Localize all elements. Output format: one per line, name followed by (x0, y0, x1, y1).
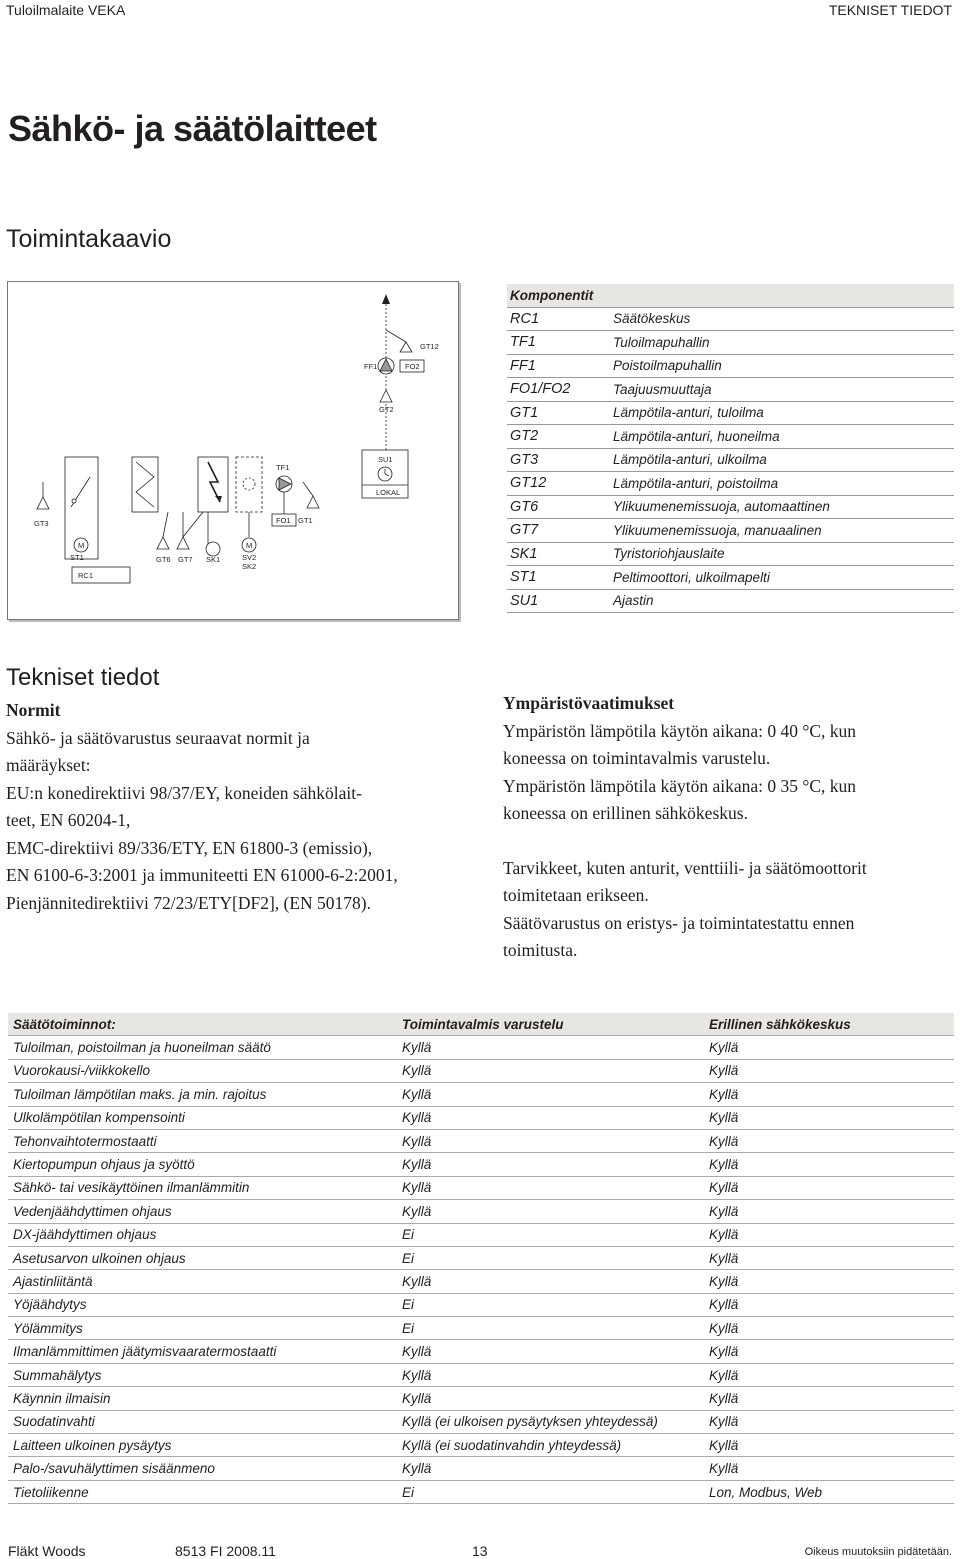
ready-value: Ei (397, 1480, 704, 1503)
ready-value: Kyllä (397, 1363, 704, 1386)
footer-page-number: 13 (472, 1543, 488, 1559)
table-row (8, 1340, 954, 1363)
function-name: Tuloilman lämpötilan maks. ja min. rajoitus (8, 1083, 397, 1106)
normit-section (6, 697, 476, 917)
separate-value: Kyllä (704, 1246, 954, 1269)
environment-heading: Ympäristövaatimukset (503, 693, 675, 713)
component-description: Ajastin (610, 589, 954, 613)
component-row (507, 378, 954, 402)
column-header-separate: Erillinen sähkökeskus (704, 1013, 954, 1036)
component-row (507, 542, 954, 566)
ready-value: Kyllä (397, 1340, 704, 1363)
ready-value: Ei (397, 1293, 704, 1316)
header-doc-name: Tuloilmalaite VEKA (6, 2, 126, 18)
footer-company: Fläkt Woods (8, 1543, 86, 1559)
accessories-text-line: Säätövarustus on eristys- ja toimintatestattu ennen (503, 912, 855, 933)
environment-text-line: koneessa on toimintavalmis varustelu. (503, 748, 771, 768)
separate-value: Kyllä (704, 1129, 954, 1152)
component-row (507, 472, 954, 496)
ready-value: Kyllä (ei ulkoisen pysäytyksen yhteydessä) (397, 1410, 704, 1433)
sensor-gt3-icon (37, 497, 49, 509)
label-gt6: GT6 (156, 555, 171, 564)
column-header-ready: Toimintavalmis varustelu (397, 1013, 704, 1036)
component-description: Lämpötila-anturi, poistoilma (610, 472, 954, 496)
label-m1: M (78, 541, 85, 550)
separate-value: Kyllä (704, 1083, 954, 1106)
label-sk1: SK1 (206, 555, 221, 564)
separate-value: Kyllä (704, 1293, 954, 1316)
component-code: GT6 (507, 495, 610, 519)
ready-value: Kyllä (397, 1270, 704, 1293)
section-title-toimintakaavio: Toimintakaavio (6, 225, 172, 253)
normit-text-line: EN 6100-6-3:2001 ja immuniteetti EN 61000-6-2:2001, (6, 865, 398, 885)
sensor-gt7-icon (177, 537, 189, 549)
function-name: Asetusarvon ulkoinen ohjaus (8, 1246, 397, 1269)
normit-text-line: teet, EN 60204-1, (6, 810, 131, 830)
table-row (8, 1036, 954, 1059)
ready-value: Kyllä (397, 1083, 704, 1106)
table-row (8, 1293, 954, 1316)
sensor-gt1-icon (307, 496, 319, 508)
table-row (8, 1153, 954, 1176)
component-code: RC1 (507, 307, 610, 331)
component-code: FO1/FO2 (507, 378, 610, 402)
label-sk2: SK2 (242, 562, 257, 571)
ready-value: Kyllä (397, 1106, 704, 1129)
table-row (8, 1106, 954, 1129)
page-title: Sähkö- ja säätölaitteet (8, 108, 377, 149)
control-functions-table (8, 1013, 954, 1504)
ready-value: Kyllä (397, 1387, 704, 1410)
thyristor-sk1-icon (206, 542, 220, 556)
component-code: GT2 (507, 425, 610, 449)
separate-value: Kyllä (704, 1410, 954, 1433)
function-name: Sähkö- tai vesikäyttöinen ilmanlämmitin (8, 1176, 397, 1199)
function-name: Vedenjäähdyttimen ohjaus (8, 1200, 397, 1223)
table-row (8, 1200, 954, 1223)
component-description: Ylikuumenemissuoja, automaattinen (610, 495, 954, 519)
arrow-up-icon (382, 294, 390, 304)
header-section: TEKNISET TIEDOT (828, 2, 952, 18)
heater-box (198, 457, 228, 512)
function-name: DX-jäähdyttimen ohjaus (8, 1223, 397, 1246)
label-gt3: GT3 (34, 519, 49, 528)
footer-doc-code: 8513 FI 2008.11 (175, 1543, 276, 1559)
separate-value: Kyllä (704, 1200, 954, 1223)
function-name: Laitteen ulkoinen pysäytys (8, 1434, 397, 1457)
function-name: Tietoliikenne (8, 1480, 397, 1503)
separate-value: Kyllä (704, 1106, 954, 1129)
function-name: Ajastinliitäntä (8, 1270, 397, 1293)
ready-value: Kyllä (397, 1153, 704, 1176)
table-row (8, 1480, 954, 1503)
ready-value: Kyllä (397, 1059, 704, 1082)
accessories-text-line: toimitetaan erikseen. (503, 885, 649, 905)
separate-value: Kyllä (704, 1434, 954, 1457)
column-header-function: Säätötoiminnot: (8, 1013, 397, 1036)
function-name: Palo-/savuhälyttimen sisäänmeno (8, 1457, 397, 1480)
function-name: Summahälytys (8, 1363, 397, 1386)
table-row (8, 1083, 954, 1106)
component-row (507, 331, 954, 355)
accessories-text-line: Tarvikkeet, kuten anturit, venttiili- ja säätömoottorit (503, 857, 867, 878)
component-description: Tuloilmapuhallin (610, 331, 954, 355)
ready-value: Ei (397, 1246, 704, 1269)
label-rc1: RC1 (78, 571, 94, 580)
label-su1: SU1 (378, 455, 393, 464)
component-row (507, 425, 954, 449)
table-row (8, 1246, 954, 1269)
separate-value: Kyllä (704, 1363, 954, 1386)
label-ff1: FF1 (364, 362, 378, 371)
separate-value: Kyllä (704, 1340, 954, 1363)
sensor-gt2-icon (380, 390, 392, 402)
component-row (507, 307, 954, 331)
component-row (507, 589, 954, 613)
normit-heading: Normit (6, 700, 61, 720)
environment-text-line: Ympäristön lämpötila käytön aikana: 0 35 °C, kun (503, 775, 857, 796)
table-row (8, 1270, 954, 1293)
table-row (8, 1059, 954, 1082)
separate-value: Kyllä (704, 1387, 954, 1410)
normit-text-line: EMC-direktiivi 89/336/ETY, EN 61800-3 (emissio), (6, 837, 373, 858)
section-title-tekniset-tiedot: Tekniset tiedot (6, 664, 160, 691)
label-gt1: GT1 (298, 516, 313, 525)
component-code: GT12 (507, 472, 610, 496)
ready-value: Kyllä (ei suodatinvahdin yhteydessä) (397, 1434, 704, 1457)
ready-value: Kyllä (397, 1457, 704, 1480)
component-description: Ylikuumenemissuoja, manuaalinen (610, 519, 954, 543)
function-name: Tehonvaihtotermostaatti (8, 1129, 397, 1152)
environment-text-line: koneessa on erillinen sähkökeskus. (503, 803, 748, 823)
sensor-gt6-icon (157, 537, 169, 549)
ready-value: Kyllä (397, 1036, 704, 1059)
label-fo2: FO2 (405, 362, 420, 371)
component-code: GT3 (507, 448, 610, 472)
separate-value: Kyllä (704, 1223, 954, 1246)
components-heading: Komponentit (507, 284, 954, 307)
component-code: SK1 (507, 542, 610, 566)
component-description: Lämpötila-anturi, tuloilma (610, 401, 954, 425)
separate-value: Kyllä (704, 1176, 954, 1199)
function-name: Ilmanlämmittimen jäätymisvaaratermostaatti (8, 1340, 397, 1363)
environment-text-line: Ympäristön lämpötila käytön aikana: 0 40 °C, kun (503, 720, 857, 741)
function-name: Ulkolämpötilan kompensointi (8, 1106, 397, 1129)
component-description: Tyristoriohjauslaite (610, 542, 954, 566)
table-row (8, 1363, 954, 1386)
environment-section (503, 690, 953, 965)
function-name: Vuorokausi-/viikkokello (8, 1059, 397, 1082)
table-row (8, 1129, 954, 1152)
table-row (8, 1387, 954, 1410)
component-row (507, 401, 954, 425)
ready-value: Kyllä (397, 1176, 704, 1199)
component-description: Säätökeskus (610, 307, 954, 331)
function-name: Tuloilman, poistoilman ja huoneilman säätö (8, 1036, 397, 1059)
separate-value: Kyllä (704, 1036, 954, 1059)
table-row (8, 1176, 954, 1199)
components-table (507, 284, 954, 613)
accessories-text-line: toimitusta. (503, 940, 578, 960)
component-row (507, 354, 954, 378)
sensor-gt12-icon (400, 342, 412, 352)
label-st1: ST1 (70, 553, 84, 562)
function-name: Käynnin ilmaisin (8, 1387, 397, 1410)
ready-value: Kyllä (397, 1200, 704, 1223)
component-code: ST1 (507, 566, 610, 590)
table-row (8, 1457, 954, 1480)
function-name: Yöjäähdytys (8, 1293, 397, 1316)
separate-value: Kyllä (704, 1153, 954, 1176)
normit-text-line: EU:n konedirektiivi 98/37/EY, koneiden sähkölait- (6, 782, 362, 803)
component-description: Peltimoottori, ulkoilmapelti (610, 566, 954, 590)
label-fo1: FO1 (276, 516, 291, 525)
component-description: Lämpötila-anturi, ulkoilma (610, 448, 954, 472)
table-row (8, 1434, 954, 1457)
component-code: FF1 (507, 354, 610, 378)
ready-value: Ei (397, 1317, 704, 1340)
normit-text-line: Pienjännitedirektiivi 72/23/ETY[DF2], (EN 50178). (6, 892, 372, 913)
label-lokal: LOKAL (376, 488, 401, 497)
label-m2: M (246, 541, 253, 550)
ready-value: Ei (397, 1223, 704, 1246)
function-name: Yölämmitys (8, 1317, 397, 1340)
label-gt12: GT12 (420, 342, 439, 351)
component-code: GT7 (507, 519, 610, 543)
separate-value: Kyllä (704, 1457, 954, 1480)
component-row (507, 519, 954, 543)
table-row (8, 1317, 954, 1340)
component-description: Poistoilmapuhallin (610, 354, 954, 378)
separate-value: Kyllä (704, 1059, 954, 1082)
component-row (507, 495, 954, 519)
label-tf1: TF1 (276, 463, 290, 472)
component-code: GT1 (507, 401, 610, 425)
normit-text-line: Sähkö- ja säätövarustus seuraavat normit ja (6, 727, 310, 748)
label-sv2: SV2 (242, 553, 257, 562)
component-description: Taajuusmuuttaja (610, 378, 954, 402)
component-code: SU1 (507, 589, 610, 613)
component-description: Lämpötila-anturi, huoneilma (610, 425, 954, 449)
footer-note: Oikeus muutoksiin pidätetään. (804, 1546, 952, 1558)
label-gt2: GT2 (379, 405, 394, 414)
label-gt7: GT7 (178, 555, 193, 564)
component-code: TF1 (507, 331, 610, 355)
normit-text-line: määräykset: (6, 755, 91, 775)
separate-value: Lon, Modbus, Web (704, 1480, 954, 1503)
function-diagram (7, 281, 459, 620)
separate-value: Kyllä (704, 1270, 954, 1293)
component-row (507, 566, 954, 590)
separate-value: Kyllä (704, 1317, 954, 1340)
function-name: Suodatinvahti (8, 1410, 397, 1433)
ready-value: Kyllä (397, 1129, 704, 1152)
function-name: Kiertopumpun ohjaus ja syöttö (8, 1153, 397, 1176)
component-row (507, 448, 954, 472)
table-row (8, 1410, 954, 1433)
table-row (8, 1223, 954, 1246)
